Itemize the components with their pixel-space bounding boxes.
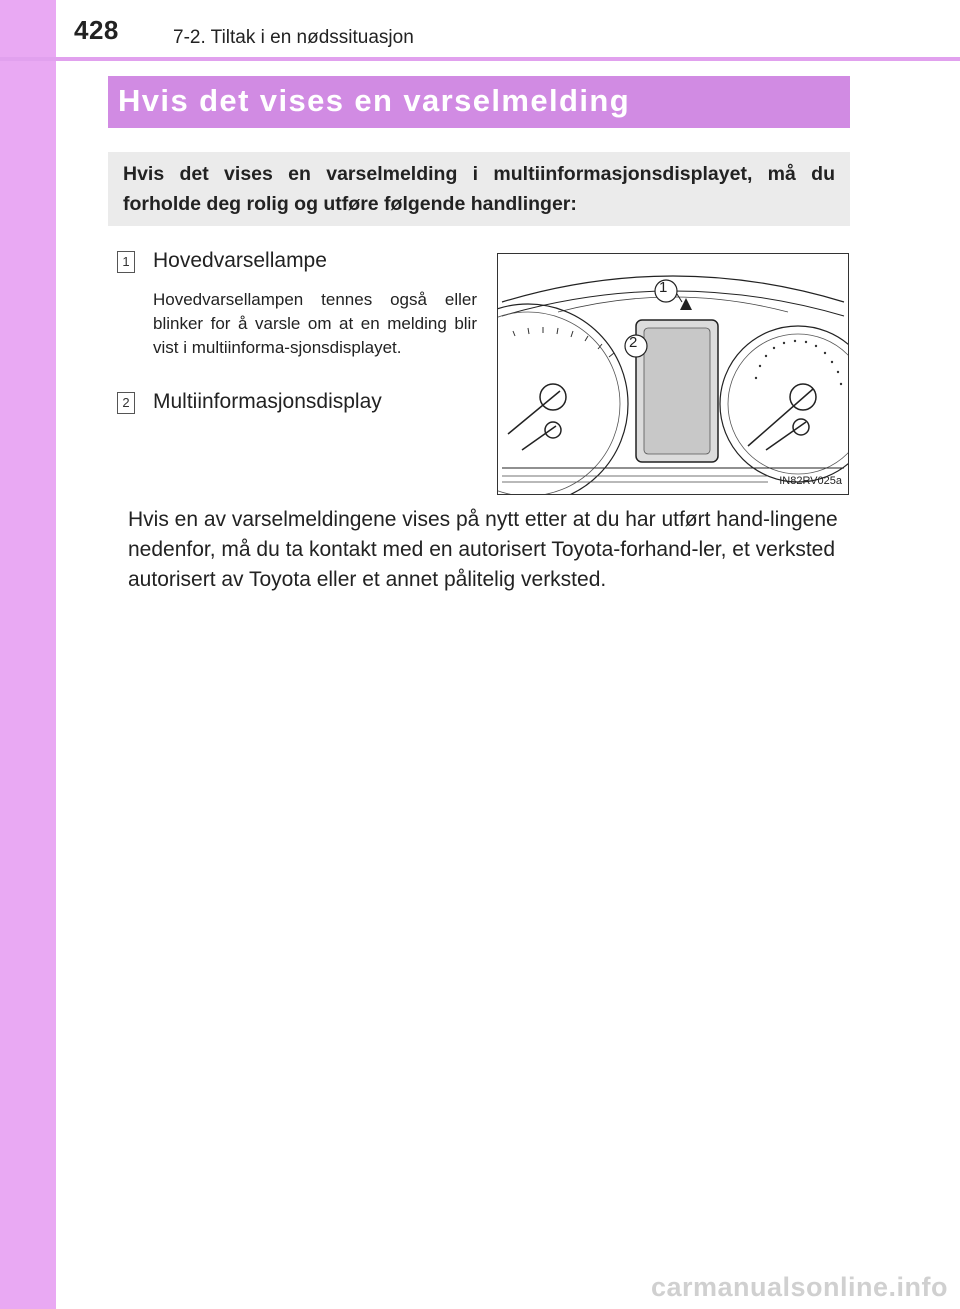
figure-code: IN82RV025a: [779, 475, 842, 487]
callout-1: 1: [659, 279, 668, 296]
section-banner: [108, 76, 850, 128]
item-description: Hovedvarsellampen tennes også eller blinker for å varsle om at en melding blir vist i multiinforma-sjonsdisplayet.: [153, 290, 477, 357]
watermark-logo: carmanualsonline.info: [650, 1272, 948, 1302]
callout-2: 2: [629, 334, 638, 351]
page-sidebar-tab: [0, 0, 56, 1309]
intro-text: Hvis det vises en varselmelding i multiinformasjonsdisplayet, må du forholde deg rolig og utføre følgende handlinger:: [123, 163, 835, 215]
header-rule: [0, 57, 960, 61]
body-paragraph: Hvis en av varselmeldingene vises på nytt etter at du har utført hand-lingene nedenfor, må du ta kontakt med en autorisert Toyota-forhand-ler, et verksted autorisert av Toyota eller et annet pålitelig verksted.: [128, 508, 838, 591]
chapter-title: 7-2. Tiltak i en nødssituasjon: [173, 27, 414, 48]
item-label-multi-info-display: Multiinformasjonsdisplay: [153, 390, 382, 413]
instrument-cluster-illustration: [498, 254, 848, 494]
intro-box: [108, 152, 850, 226]
item-label-main-warning-light: Hovedvarsellampe: [153, 249, 327, 272]
page-number: 428: [74, 15, 119, 45]
warning-triangle-icon: [680, 298, 692, 310]
instrument-cluster-figure: [497, 253, 849, 495]
section-title: Hvis det vises en varselmelding: [118, 83, 631, 118]
item-number-badge: 1: [117, 251, 135, 273]
item-number-badge: 2: [117, 392, 135, 414]
